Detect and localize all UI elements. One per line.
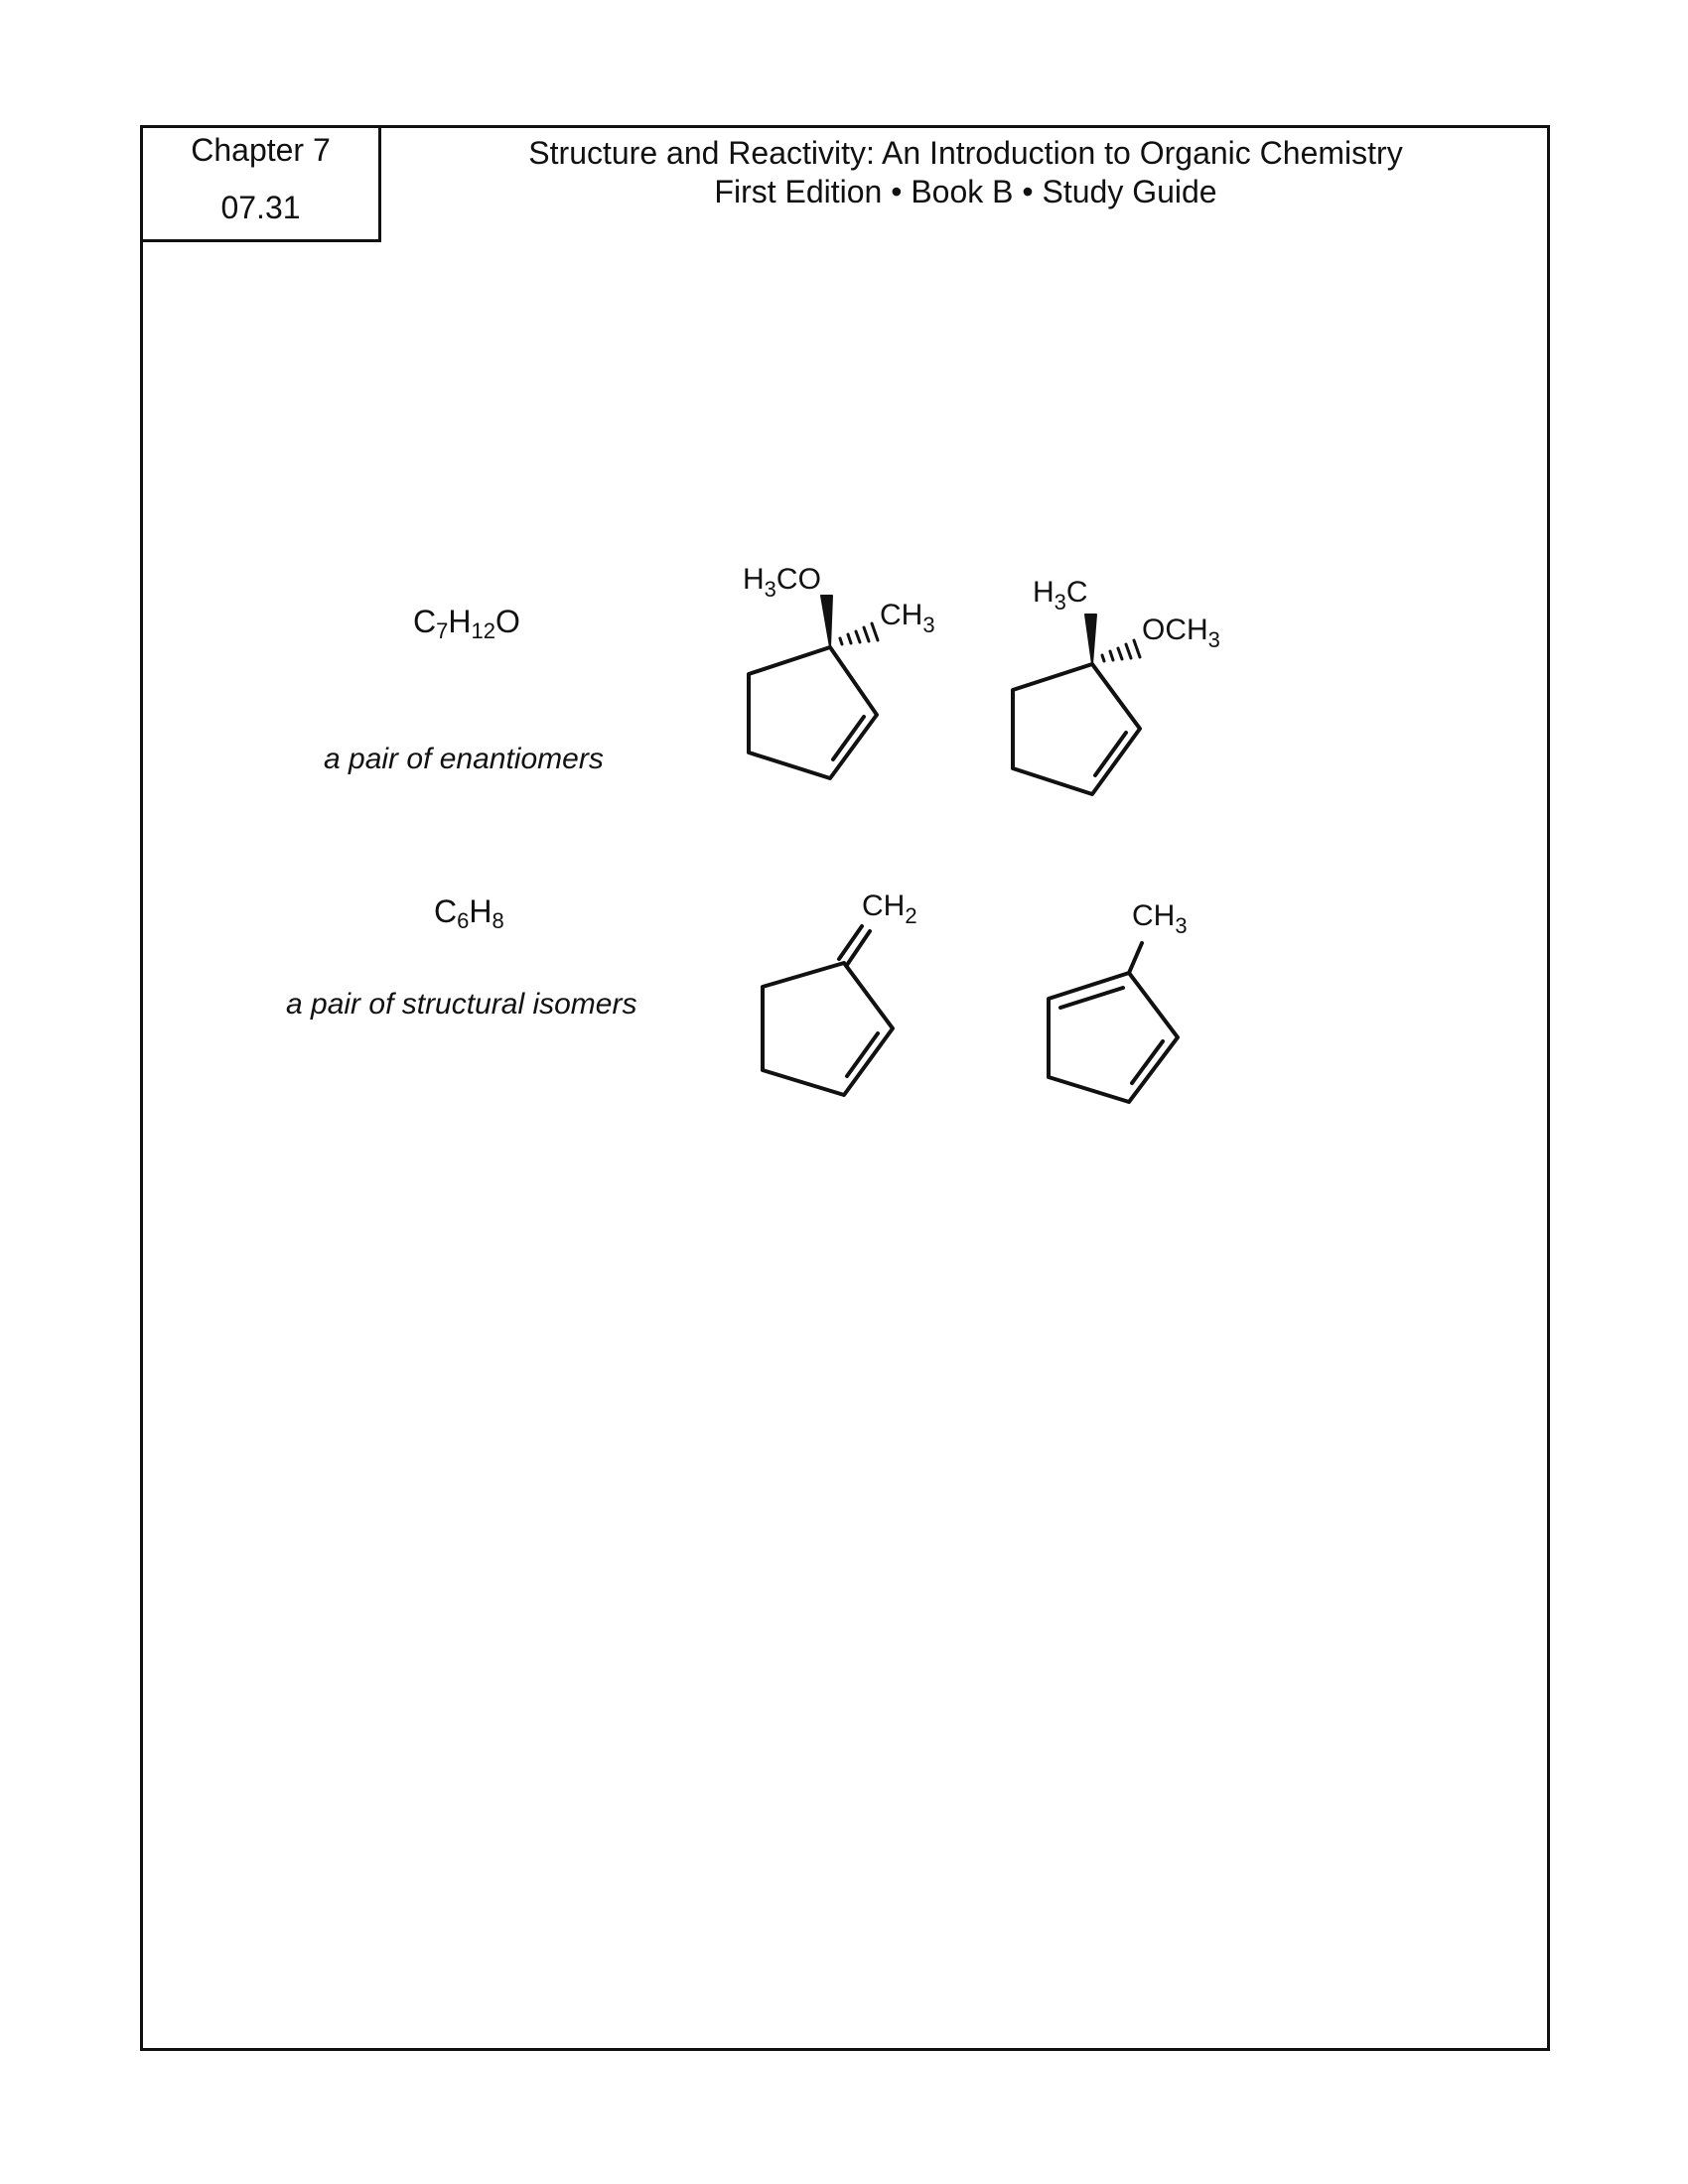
- chapter-label: Chapter 7: [191, 132, 331, 168]
- label-h3c: $H_3C$: [1033, 576, 1088, 614]
- label-h3co: $H_3CO$: [743, 563, 821, 602]
- label-ch2: $CH_2$: [862, 889, 917, 928]
- label-ch3-b: $CH_3$: [1132, 899, 1188, 938]
- molecule-methylenecyclopentene: [763, 926, 893, 1095]
- molecule-methylcyclopentadiene: [1049, 943, 1178, 1102]
- formula-c6h8: $C_6H_8$: [434, 893, 504, 933]
- formula-c7h12o: $C_7H_{12}O$: [413, 604, 520, 643]
- description-structural-isomers: a pair of structural isomers: [286, 988, 637, 1021]
- book-title: Structure and Reactivity: An Introduction to Organic Chemistry: [528, 135, 1403, 171]
- label-ch3-a: $CH_3$: [880, 599, 935, 637]
- book-subtitle: First Edition • Book B • Study Guide: [714, 174, 1217, 209]
- molecule-enantiomer-b: [1013, 614, 1140, 794]
- description-enantiomers: a pair of enantiomers: [324, 743, 604, 775]
- label-och3: $OCH_3$: [1142, 614, 1220, 652]
- molecule-enantiomer-a: [749, 596, 878, 778]
- problem-number: 07.31: [220, 190, 301, 225]
